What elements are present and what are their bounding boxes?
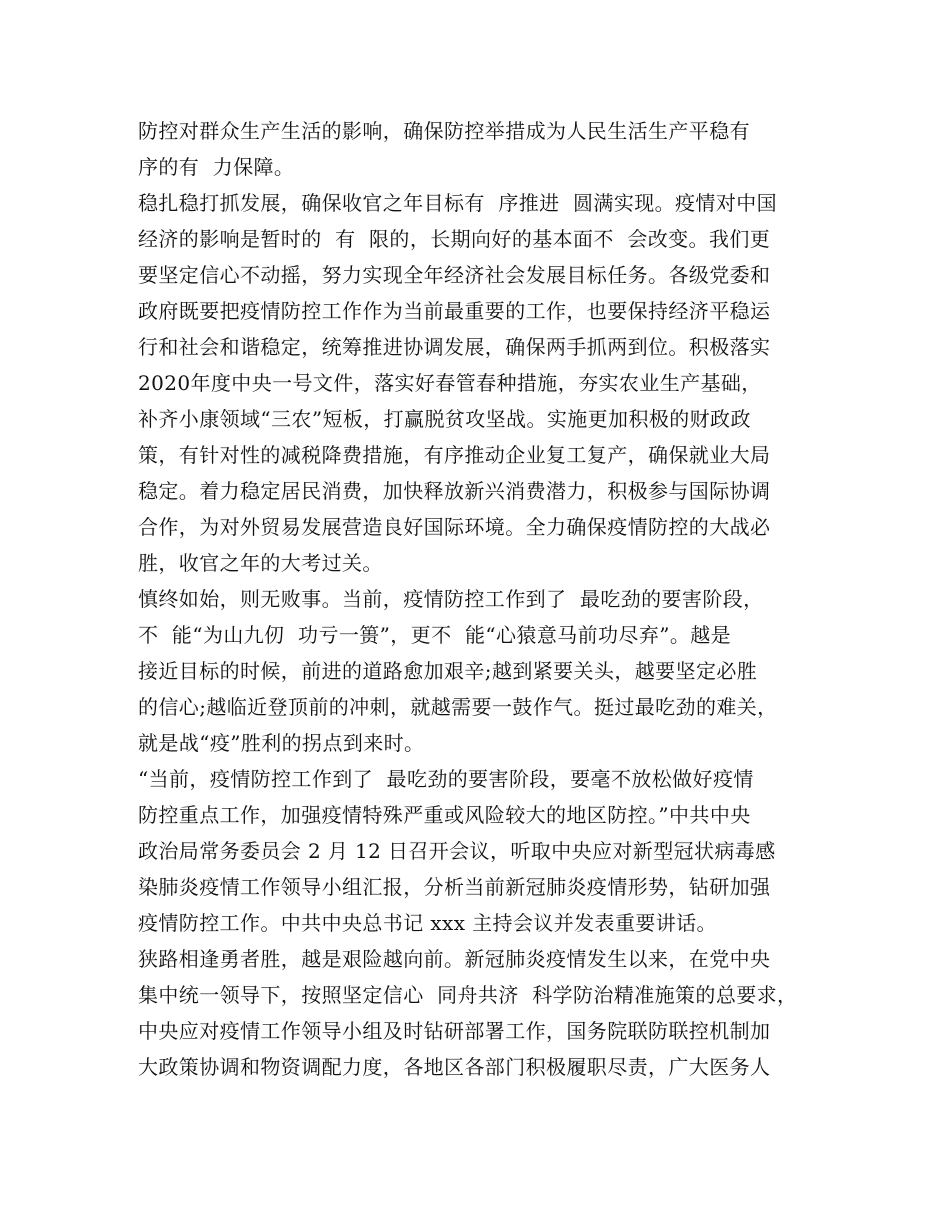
text-line: 稳定。着力稳定居民消费，加快释放新兴消费潜力，积极参与国际协调 (138, 479, 771, 503)
text-line: 中央应对疫情工作领导小组及时钻研部署工作，国务院联防联控机制加 (138, 1019, 771, 1043)
text-line: 行和社会和谐稳定，统筹推进协调发展，确保两手抓两到位。积极落实 (138, 335, 771, 359)
text-line: 政治局常务委员会 2 月 12 日召开会议，听取中央应对新型冠状病毒感 (138, 839, 776, 863)
text-line: 防控对群众生产生活的影响，确保防控举措成为人民生活生产平稳有 (138, 119, 750, 143)
text-line: 防控重点工作，加强疫情特殊严重或风险较大的地区防控。”中共中央 (138, 803, 751, 827)
text-line: “当前，疫情防控工作到了 最吃劲的要害阶段，要毫不放松做好疫情 (138, 767, 754, 791)
text-line: 慎终如始，则无败事。当前，疫情防控工作到了 最吃劲的要害阶段， (138, 587, 764, 611)
text-line: 补齐小康领域“三农”短板，打赢脱贫攻坚战。实施更加积极的财政政 (138, 407, 751, 431)
text-line: 序的有 力保障。 (138, 155, 295, 179)
text-line: 大政策协调和物资调配力度，各地区各部门积极履职尽责，广大医务人 (138, 1055, 771, 1079)
text-line: 染肺炎疫情工作领导小组汇报，分析当前新冠肺炎疫情形势，钻研加强 (138, 875, 771, 899)
text-line: 就是战“疫”胜利的拐点到来时。 (138, 731, 425, 755)
text-line: 政府既要把疫情防控工作作为当前最重要的工作，也要保持经济平稳运 (138, 299, 771, 323)
text-line: 的信心;越临近登顶前的冲刺，就越需要一鼓作气。挺过最吃劲的难关， (138, 695, 778, 719)
text-line: 稳扎稳打抓发展，确保收官之年目标有 序推进 圆满实现。疫情对中国 (138, 191, 778, 215)
text-line: 疫情防控工作。中共中央总书记 xxx 主持会议并发表重要讲话。 (138, 911, 717, 935)
text-line: 接近目标的时候，前进的道路愈加艰辛;越到紧要关头，越要坚定必胜 (138, 659, 758, 683)
text-line: 合作，为对外贸易发展营造良好国际环境。全力确保疫情防控的大战必 (138, 515, 771, 539)
body-text (138, 113, 828, 1085)
text-line: 策，有针对性的减税降费措施，有序推动企业复工复产，确保就业大局 (138, 443, 771, 467)
text-line: 2020年度中央一号文件，落实好春管春种措施，夯实农业生产基础， (138, 371, 762, 395)
text-line: 经济的影响是暂时的 有 限的，长期向好的基本面不 会改变。我们更 (138, 227, 771, 251)
text-line: 集中统一领导下，按照坚定信心 同舟共济 科学防治精准施策的总要求， (138, 983, 798, 1007)
text-line: 狭路相逢勇者胜，越是艰险越向前。新冠肺炎疫情发生以来，在党中央 (138, 947, 771, 971)
text-line: 胜，收官之年的大考过关。 (138, 551, 383, 575)
text-line: 要坚定信心不动摇，努力实现全年经济社会发展目标任务。各级党委和 (138, 263, 771, 287)
text-line: 不 能“为山九仞 功亏一篑”，更不 能“心猿意马前功尽弃”。越是 (138, 623, 732, 647)
